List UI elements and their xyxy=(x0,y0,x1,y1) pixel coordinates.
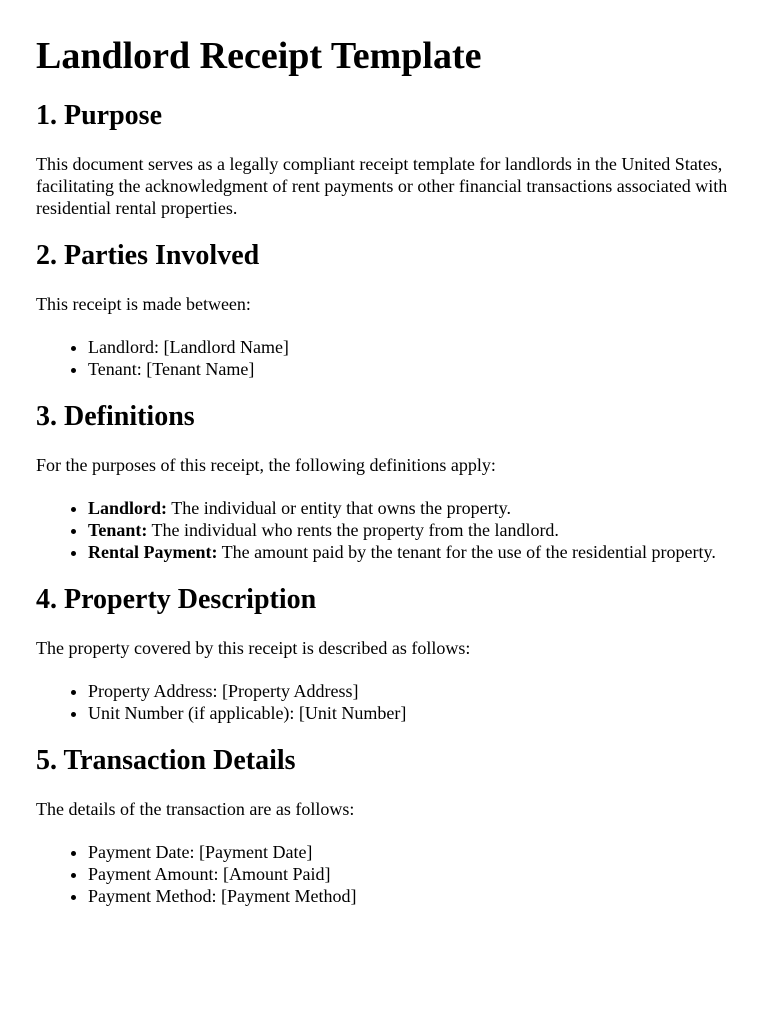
transaction-list xyxy=(36,841,734,907)
section-heading: 3. Definitions xyxy=(36,401,195,432)
section-property xyxy=(36,584,734,724)
definition-term: Landlord: xyxy=(88,498,168,518)
document-title: Landlord Receipt Template xyxy=(36,35,482,77)
section-parties xyxy=(36,240,734,380)
list-item: • Payment Date: [Payment Date] xyxy=(88,841,734,863)
list-item: • Payment Method: [Payment Method] xyxy=(88,885,734,907)
section-heading: 5. Transaction Details xyxy=(36,745,296,776)
list-item: • Payment Amount: [Amount Paid] xyxy=(88,863,734,885)
section-transaction xyxy=(36,745,734,907)
definition-item xyxy=(88,519,734,541)
property-list xyxy=(36,680,734,724)
section-heading: 1. Purpose xyxy=(36,100,162,131)
definition-item xyxy=(88,541,734,563)
section-heading: 4. Property Description xyxy=(36,584,317,615)
definition-text: The individual who rents the property from the landlord. xyxy=(147,520,559,540)
section-purpose xyxy=(36,100,734,219)
section-heading: 2. Parties Involved xyxy=(36,240,260,271)
section-paragraph: The property covered by this receipt is described as follows: xyxy=(36,638,471,658)
list-item: • Property Address: [Property Address] xyxy=(88,680,734,702)
section-paragraph: The details of the transaction are as follows: xyxy=(36,799,355,819)
section-paragraph: For the purposes of this receipt, the following definitions apply: xyxy=(36,455,496,475)
definition-text: The individual or entity that owns the property. xyxy=(167,498,511,518)
parties-list xyxy=(36,336,734,380)
section-definitions xyxy=(36,401,734,563)
section-paragraph: This receipt is made between: xyxy=(36,294,251,314)
definitions-list xyxy=(36,497,734,563)
list-item: • Tenant: [Tenant Name] xyxy=(88,358,734,380)
definition-item xyxy=(88,497,734,519)
definition-term: Tenant: xyxy=(88,520,148,540)
definition-text: The amount paid by the tenant for the use of the residential property. xyxy=(217,542,716,562)
list-item: • Landlord: [Landlord Name] xyxy=(88,336,734,358)
section-paragraph: This document serves as a legally compliant receipt template for landlords in the United States, facilitating the acknowledgment of rent payments or other financial transactions associated with residential rental properties. xyxy=(36,154,728,218)
definition-term: Rental Payment: xyxy=(88,542,218,562)
list-item: • Unit Number (if applicable): [Unit Number] xyxy=(88,702,734,724)
